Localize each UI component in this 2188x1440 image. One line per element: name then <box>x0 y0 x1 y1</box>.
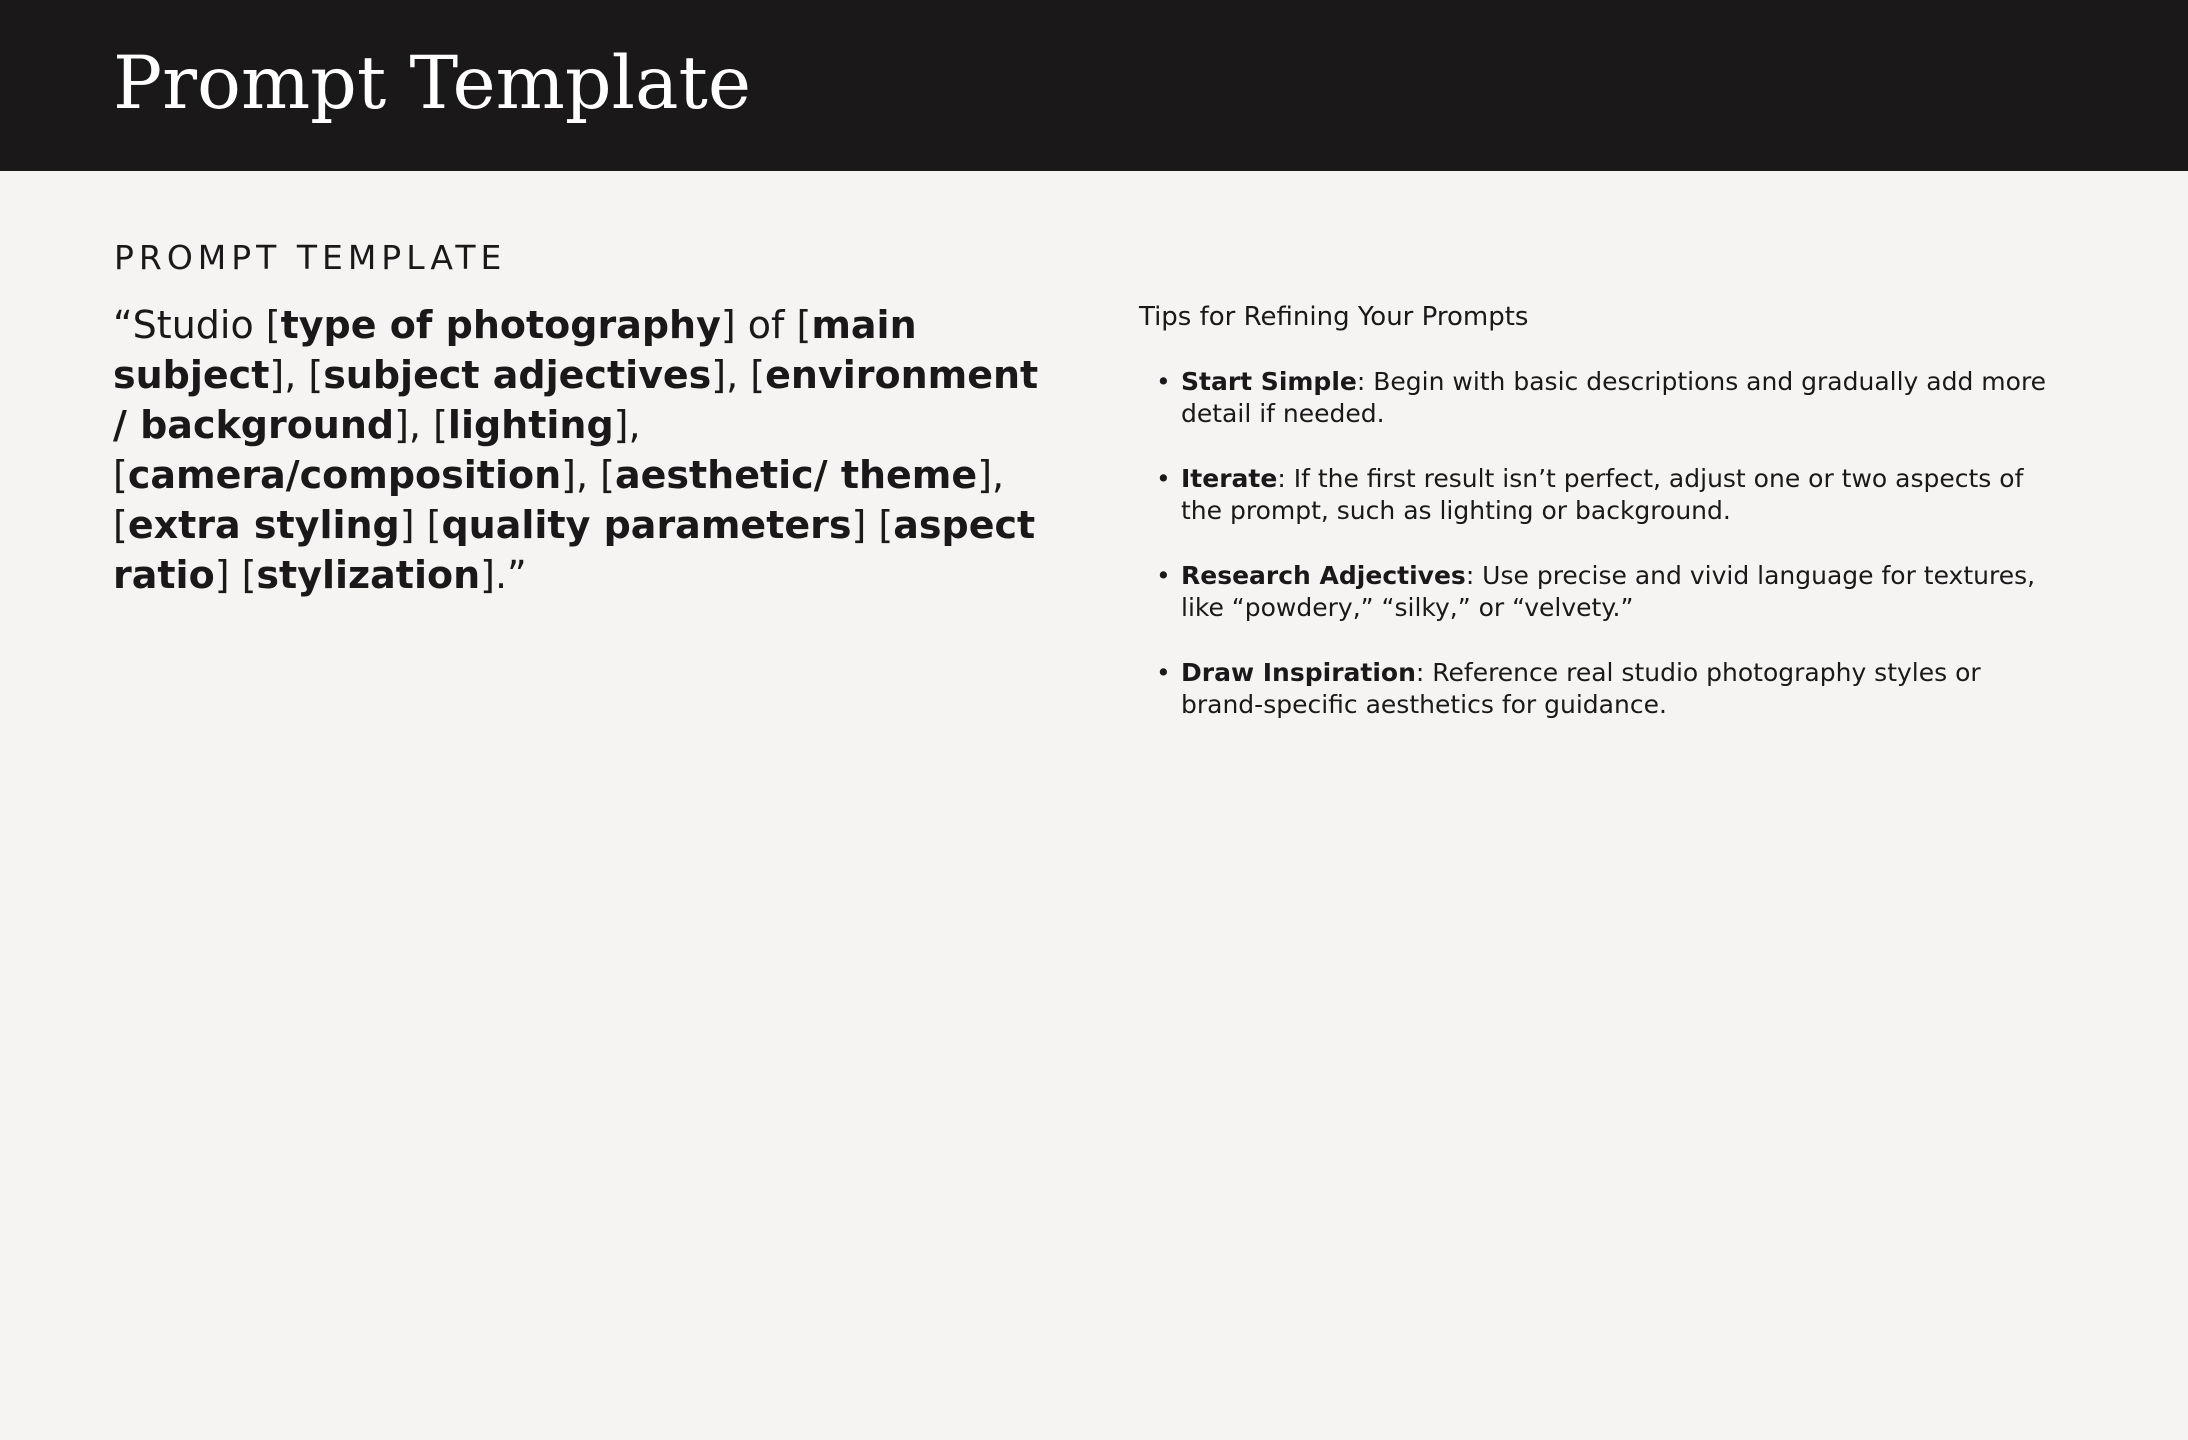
template-segment: ], [ <box>113 453 1005 547</box>
tip-text: : If the first result isn’t perfect, adjust one or two aspects of the prompt, such as lighting or background. <box>1181 464 2024 525</box>
page-title: Prompt Template <box>113 41 752 126</box>
template-segment: ], [ <box>394 403 448 447</box>
placeholder-subject-adjectives: subject adjectives <box>323 353 712 397</box>
tip-item-draw-inspiration <box>1139 657 2069 721</box>
placeholder-stylization: stylization <box>256 553 481 597</box>
tip-text: : Begin with basic descriptions and gradually add more detail if needed. <box>1181 367 2047 428</box>
template-segment: ] [ <box>214 553 257 597</box>
tips-heading: Tips for Refining Your Prompts <box>1139 302 1529 332</box>
prompt-template-text <box>113 300 1053 600</box>
placeholder-extra-styling: extra styling <box>127 503 400 547</box>
section-label: PROMPT TEMPLATE <box>114 238 507 277</box>
template-segment: ] of [ <box>720 303 812 347</box>
tip-text: : Use precise and vivid language for textures, like “powdery,” “silky,” or “velvety.” <box>1181 561 2036 622</box>
placeholder-main-subject: main subject <box>113 303 917 397</box>
template-segment: ], [ <box>113 403 641 497</box>
tip-title: Iterate <box>1181 464 1278 493</box>
bullet-icon: • <box>1156 464 1171 493</box>
template-segment: ] [ <box>399 503 442 547</box>
bullet-icon: • <box>1156 561 1171 590</box>
tip-title: Research Adjectives <box>1181 561 1466 590</box>
placeholder-aspect-ratio: aspect ratio <box>113 503 1036 597</box>
template-segment: ] [ <box>851 503 894 547</box>
header-bar <box>0 0 2188 171</box>
tips-list <box>1139 366 2069 754</box>
placeholder-quality-parameters: quality parameters <box>441 503 852 547</box>
bullet-icon: • <box>1156 367 1171 396</box>
tip-title: Start Simple <box>1181 367 1357 396</box>
placeholder-camera-composition: camera/composition <box>127 453 562 497</box>
template-segment: “Studio [ <box>113 303 281 347</box>
template-segment: ], [ <box>269 353 324 397</box>
placeholder-aesthetic-theme: aesthetic/ theme <box>614 453 978 497</box>
placeholder-environment-background: environment / background <box>113 353 1039 447</box>
tip-title: Draw Inspiration <box>1181 658 1416 687</box>
tip-text: : Reference real studio photography styles or brand-specific aesthetics for guidance. <box>1181 658 1981 719</box>
placeholder-lighting: lighting <box>447 403 614 447</box>
template-segment: ], [ <box>561 453 615 497</box>
bullet-icon: • <box>1156 658 1171 687</box>
tip-item-start-simple <box>1139 366 2069 430</box>
tip-item-research-adjectives <box>1139 560 2069 624</box>
template-segment: ].” <box>480 553 527 597</box>
tip-item-iterate <box>1139 463 2069 527</box>
placeholder-type-of-photography: type of photography <box>280 303 721 347</box>
template-segment: ], [ <box>711 353 766 397</box>
